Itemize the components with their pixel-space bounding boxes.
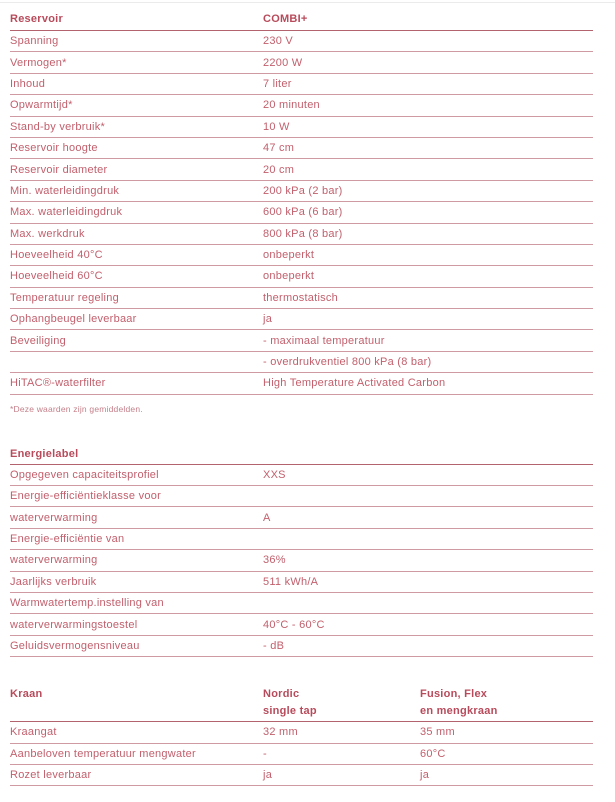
table-row xyxy=(10,202,593,223)
row-value: - maximaal temperatuur xyxy=(263,334,385,347)
table-row xyxy=(10,181,593,202)
kraan-table xyxy=(10,681,593,786)
row-value-nordic: - xyxy=(263,747,267,760)
table-row xyxy=(10,266,593,287)
row-value-fusion: ja xyxy=(420,769,430,782)
reservoir-table-title: Reservoir xyxy=(10,13,64,25)
energielabel-table xyxy=(10,443,593,658)
row-label: Opgegeven capaciteitsprofiel xyxy=(10,468,159,481)
table-row xyxy=(10,572,593,593)
table-row xyxy=(10,550,593,571)
row-value: 511 kWh/A xyxy=(263,575,319,588)
row-label: Reservoir diameter xyxy=(10,163,108,176)
row-value: 600 kPa (6 bar) xyxy=(263,206,343,219)
kraan-column-nordic-line2: single tap xyxy=(263,705,317,718)
row-label: Temperatuur regeling xyxy=(10,291,119,304)
row-value: 200 kPa (2 bar) xyxy=(263,184,343,197)
row-value: 20 cm xyxy=(263,163,295,176)
row-value: 36% xyxy=(263,554,286,567)
table-row xyxy=(10,138,593,159)
row-label: Hoeveelheid 40°C xyxy=(10,249,103,262)
table-row xyxy=(10,224,593,245)
table-row xyxy=(10,765,593,786)
table-row xyxy=(10,352,593,373)
row-value: High Temperature Activated Carbon xyxy=(263,377,446,390)
row-value: 40°C - 60°C xyxy=(263,618,325,631)
reservoir-table xyxy=(10,7,593,415)
kraan-column-fusion-line1: Fusion, Flex xyxy=(420,688,488,701)
row-value: 7 liter xyxy=(263,77,292,90)
kraan-column-nordic-line1: Nordic xyxy=(263,688,300,701)
row-label: Opwarmtijd* xyxy=(10,99,73,112)
table-row xyxy=(10,636,593,657)
footnote: *Deze waarden zijn gemiddelden. xyxy=(10,403,143,414)
table-row xyxy=(10,373,593,394)
energielabel-table-body xyxy=(10,465,593,658)
kraan-table-header xyxy=(10,681,593,722)
reservoir-table-header xyxy=(10,7,593,31)
table-row xyxy=(10,309,593,330)
row-value: - dB xyxy=(263,639,285,652)
row-label: Beveiliging xyxy=(10,334,66,347)
table-row xyxy=(10,529,593,550)
table-row xyxy=(10,722,593,743)
table-row xyxy=(10,117,593,138)
table-row xyxy=(10,31,593,52)
row-value: - overdrukventiel 800 kPa (8 bar) xyxy=(263,356,432,369)
row-value: A xyxy=(263,511,271,524)
row-label: Energie-efficiëntieklasse voor xyxy=(10,490,161,503)
row-value: 2200 W xyxy=(263,56,303,69)
table-row xyxy=(10,245,593,266)
row-label: Hoeveelheid 60°C xyxy=(10,270,103,283)
spec-sheet-page xyxy=(0,3,615,786)
row-value: 20 minuten xyxy=(263,99,320,112)
row-label: Min. waterleidingdruk xyxy=(10,184,120,197)
row-value: onbeperkt xyxy=(263,249,315,262)
row-value-nordic: 32 mm xyxy=(263,726,298,739)
row-label: Geluidsvermogensniveau xyxy=(10,639,140,652)
energielabel-table-title: Energielabel xyxy=(10,447,79,460)
row-value: thermostatisch xyxy=(263,291,339,304)
row-label: Spanning xyxy=(10,35,59,48)
row-label: waterverwarming xyxy=(10,511,98,524)
row-label: Kraangat xyxy=(10,726,57,739)
row-value-nordic: ja xyxy=(263,769,273,782)
row-value: 800 kPa (8 bar) xyxy=(263,227,343,240)
row-label: Max. werkdruk xyxy=(10,227,85,240)
row-value: 47 cm xyxy=(263,142,295,155)
reservoir-table-body xyxy=(10,31,593,395)
table-row xyxy=(10,95,593,116)
row-label: Inhoud xyxy=(10,77,46,90)
table-row xyxy=(10,74,593,95)
row-value: 10 W xyxy=(263,120,290,133)
table-row xyxy=(10,52,593,73)
table-row xyxy=(10,465,593,486)
kraan-column-nordic xyxy=(263,686,420,720)
energielabel-table-header xyxy=(10,443,593,465)
table-row xyxy=(10,507,593,528)
row-value: onbeperkt xyxy=(263,270,315,283)
kraan-table-body xyxy=(10,722,593,786)
table-row xyxy=(10,486,593,507)
table-row xyxy=(10,330,593,351)
row-label: Reservoir hoogte xyxy=(10,142,98,155)
row-label: Warmwatertemp.instelling van xyxy=(10,597,164,610)
kraan-column-fusion xyxy=(420,686,593,720)
row-label: Jaarlijks verbruik xyxy=(10,575,97,588)
row-label: waterverwarming xyxy=(10,554,98,567)
row-label: Max. waterleidingdruk xyxy=(10,206,123,219)
kraan-table-title: Kraan xyxy=(10,688,43,701)
table-row xyxy=(10,744,593,765)
table-row xyxy=(10,593,593,614)
row-value: ja xyxy=(263,313,273,326)
table-row xyxy=(10,288,593,309)
row-label: waterverwarmingstoestel xyxy=(10,618,138,631)
row-value: XXS xyxy=(263,468,286,481)
row-value-fusion: 35 mm xyxy=(420,726,455,739)
table-row xyxy=(10,159,593,180)
row-value: 230 V xyxy=(263,35,293,48)
row-value-fusion: 60°C xyxy=(420,747,446,760)
row-label: Vermogen* xyxy=(10,56,67,69)
row-label: Energie-efficiëntie van xyxy=(10,533,125,545)
row-label: HiTAC®-waterfilter xyxy=(10,377,106,390)
reservoir-table-model: COMBI+ xyxy=(263,13,308,25)
kraan-column-fusion-line2: en mengkraan xyxy=(420,705,498,718)
row-label: Aanbeloven temperatuur mengwater xyxy=(10,747,196,760)
row-label: Stand-by verbruik* xyxy=(10,120,105,133)
row-label: Rozet leverbaar xyxy=(10,769,92,782)
row-label: Ophangbeugel leverbaar xyxy=(10,313,137,326)
table-row xyxy=(10,614,593,635)
